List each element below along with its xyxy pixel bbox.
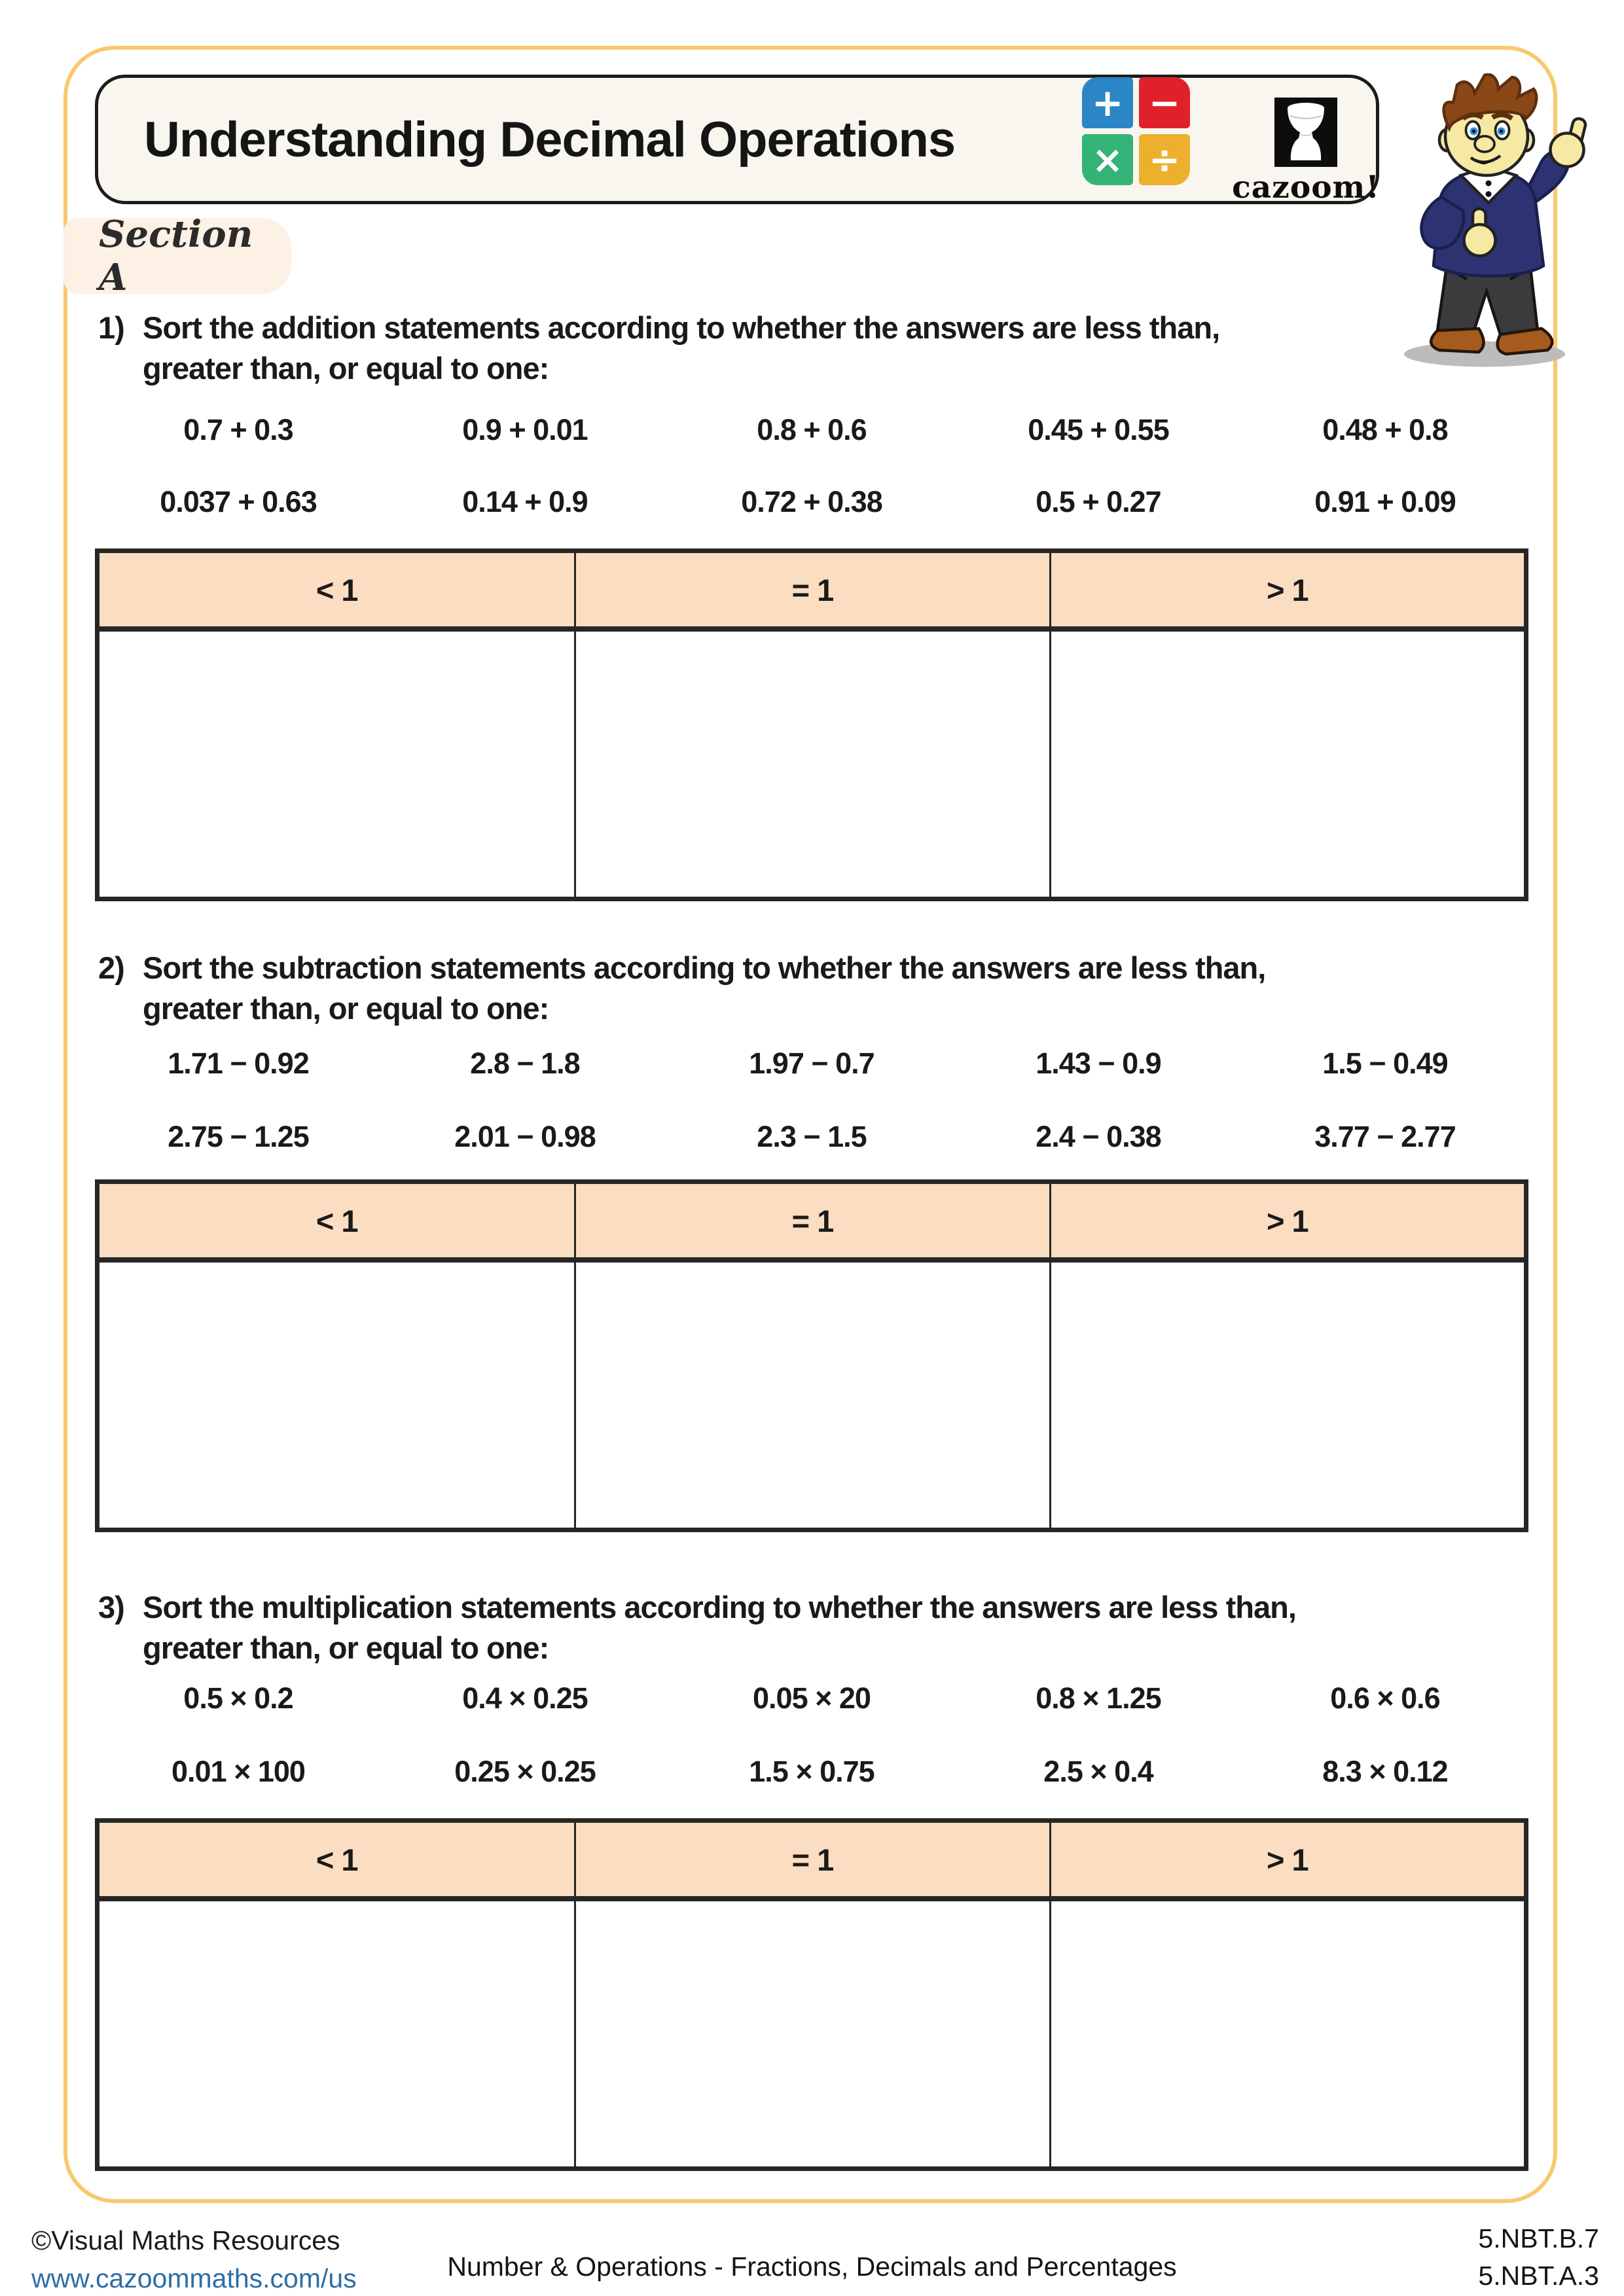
table-header-row [99, 1823, 1524, 1901]
footer-standards [1478, 2220, 1599, 2294]
statement: 0.4 × 0.25 [462, 1681, 588, 1715]
statement: 0.05 × 20 [753, 1681, 871, 1715]
question-2-statements-row-1 [95, 1041, 1528, 1086]
question-2-sort-table [95, 1179, 1528, 1532]
statement: 0.6 × 0.6 [1330, 1681, 1440, 1715]
table-header-row [99, 553, 1524, 632]
question-3-sort-table [95, 1818, 1528, 2171]
statement: 0.8 × 1.25 [1036, 1681, 1161, 1715]
page-title: Understanding Decimal Operations [144, 111, 956, 168]
statement: 1.5 × 0.75 [749, 1755, 875, 1788]
times-icon: × [1082, 134, 1133, 185]
answer-cell-less-than-one [99, 1263, 574, 1528]
answer-cell-equal-one [574, 1901, 1049, 2166]
table-header-row [99, 1184, 1524, 1263]
statement: 2.8 − 1.8 [470, 1047, 580, 1080]
column-header-equal-one: = 1 [574, 553, 1049, 626]
question-1-statements-row-2 [95, 479, 1528, 525]
statement: 0.01 × 100 [171, 1755, 305, 1788]
footer-topic: Number & Operations - Fractions, Decimals and Percentages [447, 2251, 1177, 2282]
statement: 0.037 + 0.63 [160, 485, 317, 518]
table-answer-row [99, 1901, 1524, 2166]
statement: 3.77 − 2.77 [1314, 1120, 1456, 1153]
statement: 1.71 − 0.92 [168, 1047, 309, 1080]
table-answer-row [99, 632, 1524, 897]
minus-icon: − [1139, 77, 1190, 128]
table-answer-row [99, 1263, 1524, 1528]
question-1-text: Sort the addition statements according to whether the answers are less than, greater than, or equal to one: [143, 310, 1220, 386]
cazoom-logo [1227, 96, 1384, 206]
column-header-less-than-one: < 1 [316, 1203, 358, 1238]
question-3-statements-row-1 [95, 1676, 1528, 1721]
standard-code-2: 5.NBT.A.3 [1478, 2260, 1599, 2291]
statement: 0.25 × 0.25 [454, 1755, 596, 1788]
statement: 1.43 − 0.9 [1036, 1047, 1161, 1080]
answer-cell-less-than-one [99, 1901, 574, 2166]
answer-cell-greater-than-one [1049, 1263, 1524, 1528]
statement: 0.9 + 0.01 [462, 413, 588, 446]
statement: 0.8 + 0.6 [757, 413, 867, 446]
drum-icon [1273, 96, 1339, 168]
question-2-number: 2) [98, 950, 124, 985]
copyright-text: ©Visual Maths Resources [31, 2225, 340, 2255]
section-label-text: Section A [99, 213, 253, 299]
statement: 2.5 × 0.4 [1043, 1755, 1153, 1788]
cazoom-url-link[interactable]: www.cazoommaths.com/us [31, 2259, 357, 2296]
column-header-equal-one: = 1 [574, 1184, 1049, 1257]
standard-code-1: 5.NBT.B.7 [1478, 2223, 1599, 2253]
answer-cell-greater-than-one [1049, 632, 1524, 897]
statement: 2.4 − 0.38 [1036, 1120, 1161, 1153]
brand-name: cazoom! [1232, 170, 1380, 206]
column-header-equal-one: = 1 [574, 1823, 1049, 1896]
question-2-text: Sort the subtraction statements according to whether the answers are less than, greater than, or equal to one: [143, 950, 1266, 1026]
question-1 [98, 308, 1219, 389]
column-header-less-than-one: < 1 [316, 572, 358, 607]
question-2 [98, 948, 1265, 1029]
statement: 8.3 × 0.12 [1322, 1755, 1448, 1788]
question-3-number: 3) [98, 1590, 124, 1624]
mascot-boy-illustration [1379, 73, 1604, 368]
divide-icon: ÷ [1139, 134, 1190, 185]
question-3 [98, 1587, 1296, 1668]
answer-cell-greater-than-one [1049, 1901, 1524, 2166]
statement: 0.7 + 0.3 [183, 413, 293, 446]
column-header-less-than-one: < 1 [316, 1842, 358, 1877]
answer-cell-equal-one [574, 632, 1049, 897]
question-1-statements-row-1 [95, 407, 1528, 453]
statement: 0.91 + 0.09 [1314, 485, 1456, 518]
math-operations-icon [1082, 77, 1191, 186]
plus-icon: + [1082, 77, 1133, 128]
answer-cell-equal-one [574, 1263, 1049, 1528]
statement: 0.14 + 0.9 [462, 485, 588, 518]
question-3-text: Sort the multiplication statements according to whether the answers are less than, greater than, or equal to one: [143, 1590, 1296, 1665]
column-header-greater-than-one: > 1 [1049, 553, 1524, 626]
statement: 0.5 × 0.2 [183, 1681, 293, 1715]
column-header-greater-than-one: > 1 [1049, 1184, 1524, 1257]
question-3-statements-row-2 [95, 1749, 1528, 1795]
question-2-statements-row-2 [95, 1114, 1528, 1160]
statement: 0.45 + 0.55 [1028, 413, 1169, 446]
section-label [63, 213, 291, 299]
column-header-greater-than-one: > 1 [1049, 1823, 1524, 1896]
statement: 2.01 − 0.98 [454, 1120, 596, 1153]
question-1-sort-table [95, 548, 1528, 901]
statement: 0.48 + 0.8 [1322, 413, 1448, 446]
statement: 1.97 − 0.7 [749, 1047, 875, 1080]
statement: 0.72 + 0.38 [741, 485, 882, 518]
title-bar [95, 75, 1379, 204]
answer-cell-less-than-one [99, 632, 574, 897]
statement: 1.5 − 0.49 [1322, 1047, 1448, 1080]
statement: 2.75 − 1.25 [168, 1120, 309, 1153]
statement: 0.5 + 0.27 [1036, 485, 1161, 518]
statement: 2.3 − 1.5 [757, 1120, 867, 1153]
question-1-number: 1) [98, 310, 124, 345]
